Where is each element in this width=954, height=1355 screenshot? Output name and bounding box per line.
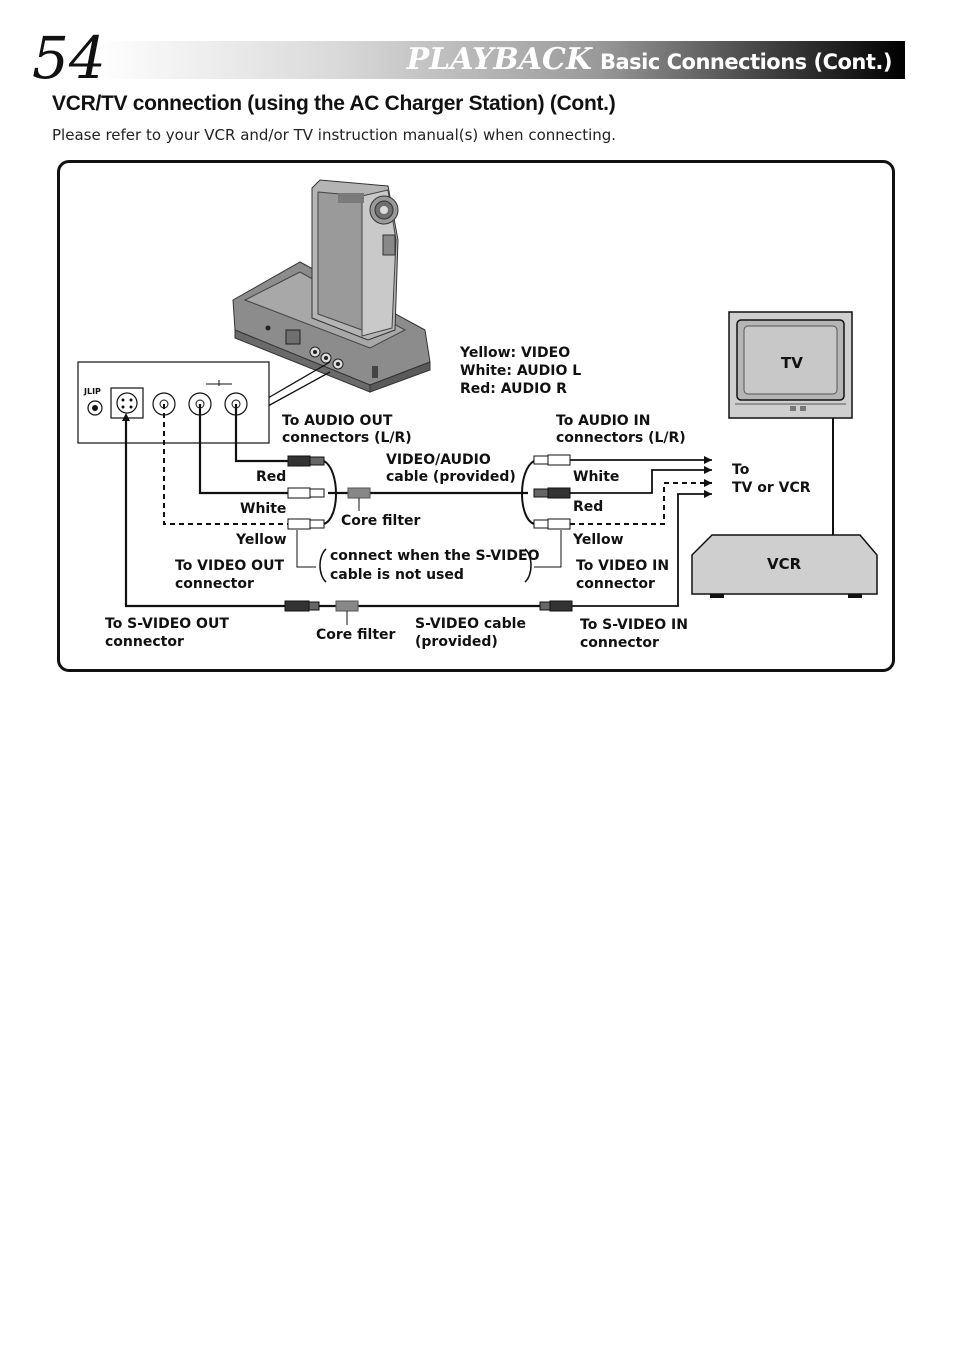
audio-out-label-1: To AUDIO OUT — [282, 413, 393, 429]
to-tv-vcr-label-1: To — [732, 462, 750, 478]
tv-illustration — [729, 312, 852, 418]
svideo-out-label-1: To S-VIDEO OUT — [105, 616, 229, 632]
video-out-label-1: To VIDEO OUT — [175, 558, 285, 574]
tv-label: TV — [781, 354, 803, 372]
av-cable-label-2: cable (provided) — [386, 469, 516, 485]
svideo-in-label-1: To S-VIDEO IN — [580, 617, 688, 633]
video-in-label-2: connector — [576, 576, 655, 592]
right-red-label: Red — [573, 499, 604, 515]
svideo-in-label-2: connector — [580, 635, 659, 651]
section-heading: VCR/TV connection (using the AC Charger Station) (Cont.) — [52, 92, 616, 115]
key-audio-r: Red: AUDIO R — [460, 381, 567, 397]
section-name: PLAYBACK — [406, 42, 592, 77]
core-filter-av — [348, 488, 370, 498]
core-filter-svideo-label: Core filter — [316, 627, 396, 643]
jlip-label: JLIP — [84, 387, 101, 396]
connector-panel — [78, 362, 269, 443]
left-red-label: Red — [256, 469, 287, 485]
camcorder-station-illustration — [233, 180, 430, 392]
vcr-illustration — [692, 535, 877, 598]
audio-in-label-1: To AUDIO IN — [556, 413, 651, 429]
video-out-label-2: connector — [175, 576, 254, 592]
svideo-note-2: cable is not used — [330, 567, 464, 583]
audio-out-label-2: connectors (L/R) — [282, 430, 412, 446]
page-title: Basic Connections (Cont.) — [600, 50, 892, 74]
vcr-label: VCR — [767, 555, 802, 573]
core-filter-svideo — [336, 601, 358, 611]
av-cable-label-1: VIDEO/AUDIO — [386, 452, 491, 468]
svideo-cable-label-2: (provided) — [415, 634, 498, 650]
svideo-out-label-2: connector — [105, 634, 184, 650]
left-plugs — [288, 456, 324, 529]
left-yellow-label: Yellow — [236, 532, 287, 548]
left-white-label: White — [240, 501, 287, 517]
svideo-cable-label-1: S-VIDEO cable — [415, 616, 526, 632]
key-audio-l: White: AUDIO L — [460, 363, 582, 379]
svideo-note-1: connect when the S-VIDEO — [330, 548, 540, 564]
right-plugs — [534, 455, 570, 529]
video-in-label-1: To VIDEO IN — [576, 558, 670, 574]
audio-in-label-2: connectors (L/R) — [556, 430, 686, 446]
right-yellow-label: Yellow — [573, 532, 624, 548]
to-tv-vcr-label-2: TV or VCR — [732, 480, 811, 496]
intro-text: Please refer to your VCR and/or TV instruction manual(s) when connecting. — [52, 126, 617, 144]
page-number: 54 — [32, 24, 106, 92]
core-filter-av-label: Core filter — [341, 513, 421, 529]
right-white-label: White — [573, 469, 620, 485]
key-video: Yellow: VIDEO — [460, 345, 571, 361]
